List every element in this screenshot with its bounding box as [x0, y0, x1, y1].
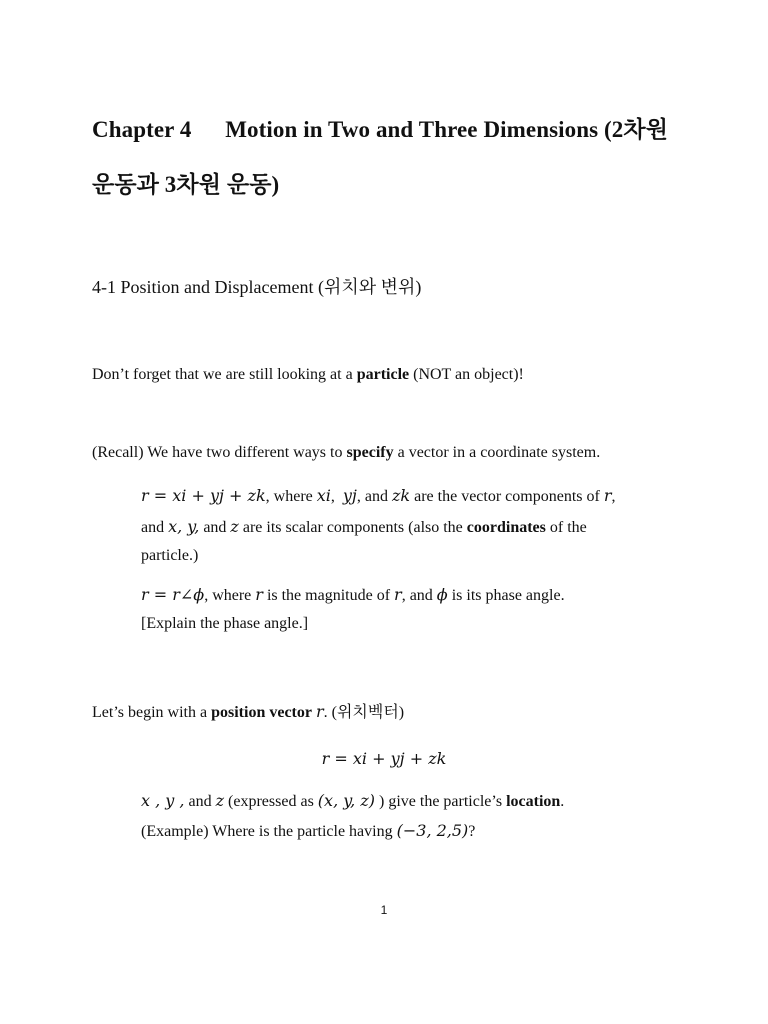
- location-text-a: (expressed as: [224, 793, 318, 810]
- location-text-b: ) give the particle’s: [375, 793, 507, 810]
- item1-line2-c: are its scalar components (also the: [238, 519, 467, 536]
- position-r: r: [315, 702, 324, 721]
- location-line1: [141, 791, 675, 811]
- position-paragraph: [92, 699, 404, 722]
- item2-equation: r = r∠ϕ: [141, 585, 205, 604]
- item1-line2-a: and: [141, 519, 169, 536]
- item1-r: r: [603, 486, 612, 505]
- item1-line2: [141, 517, 675, 537]
- item2-text-a: , where: [204, 587, 256, 604]
- item1-component-y: yj: [342, 486, 357, 505]
- recall-text-b: a vector in a coordinate system.: [393, 444, 601, 461]
- item1-line2-z: z: [230, 517, 239, 536]
- position-text-a: Let’s begin with a: [92, 704, 212, 721]
- chapter-title-line1: [92, 111, 668, 144]
- section-heading: 4-1 Position and Displacement (위치와 변위): [92, 277, 422, 297]
- item2-text-c: , and: [401, 587, 437, 604]
- reminder-text-a: Don’t forget that we are still looking at a: [92, 366, 357, 383]
- item1-line2-b: and: [199, 519, 231, 536]
- item1-text-b: are the vector components of: [414, 488, 604, 505]
- item2-line2: [Explain the phase angle.]: [141, 615, 309, 632]
- recall-bold: specify: [346, 444, 394, 461]
- item1-text-a: , where: [265, 488, 317, 505]
- position-text-b: . (위치벡터): [323, 704, 405, 721]
- position-equation-row: [0, 749, 768, 769]
- location-z: z: [215, 791, 225, 810]
- item1-line3: particle.): [141, 547, 199, 564]
- chapter-number: Chapter 4: [92, 117, 192, 142]
- recall-paragraph: [92, 444, 600, 462]
- location-bold: location: [506, 793, 561, 810]
- example-line: [141, 821, 475, 841]
- item1-equation: r = xi + yj + zk: [141, 486, 266, 505]
- item2-r: r: [255, 585, 263, 604]
- item2-phi: ϕ: [436, 585, 448, 604]
- reminder-text-b: (NOT an object)!: [409, 366, 524, 383]
- recall-text-a: (Recall) We have two different ways to: [92, 444, 347, 461]
- chapter-title-line2: 운동과 3차원 운동): [92, 172, 280, 197]
- example-text: (Example) Where is the particle having: [141, 823, 397, 840]
- item2-line1: [141, 585, 565, 605]
- item2-r-vector: r: [394, 585, 402, 604]
- chapter-title: Motion in Two and Three Dimensions (2차원: [225, 117, 669, 142]
- page-number: 1: [380, 903, 388, 917]
- item1-component-x: xi: [316, 486, 331, 505]
- item1-line2-d: of the: [545, 519, 587, 536]
- location-vars: x , y ,: [141, 791, 185, 810]
- item1-line2-bold: coordinates: [466, 519, 546, 536]
- position-equation: r = xi + yj + zk: [321, 749, 447, 768]
- item1-line1: r = xi + yj + zk, where xi, yj, and zk are the vector components of r,: [141, 486, 616, 505]
- reminder-bold: particle: [356, 366, 410, 383]
- item2-text-d: is its phase angle.: [447, 587, 565, 604]
- location-and: and: [184, 793, 216, 810]
- item1-component-z: zk: [392, 486, 411, 505]
- location-tuple: (x, y, z): [317, 791, 375, 810]
- position-bold: position vector: [211, 704, 312, 721]
- reminder-paragraph: [92, 366, 524, 384]
- example-tuple: (−3, 2,5): [396, 821, 469, 840]
- location-end: .: [560, 793, 565, 810]
- item1-line2-vars: x, y,: [168, 517, 200, 536]
- item2-text-b: is the magnitude of: [262, 587, 395, 604]
- example-end: ?: [468, 823, 476, 840]
- item1-and: , and: [356, 488, 392, 505]
